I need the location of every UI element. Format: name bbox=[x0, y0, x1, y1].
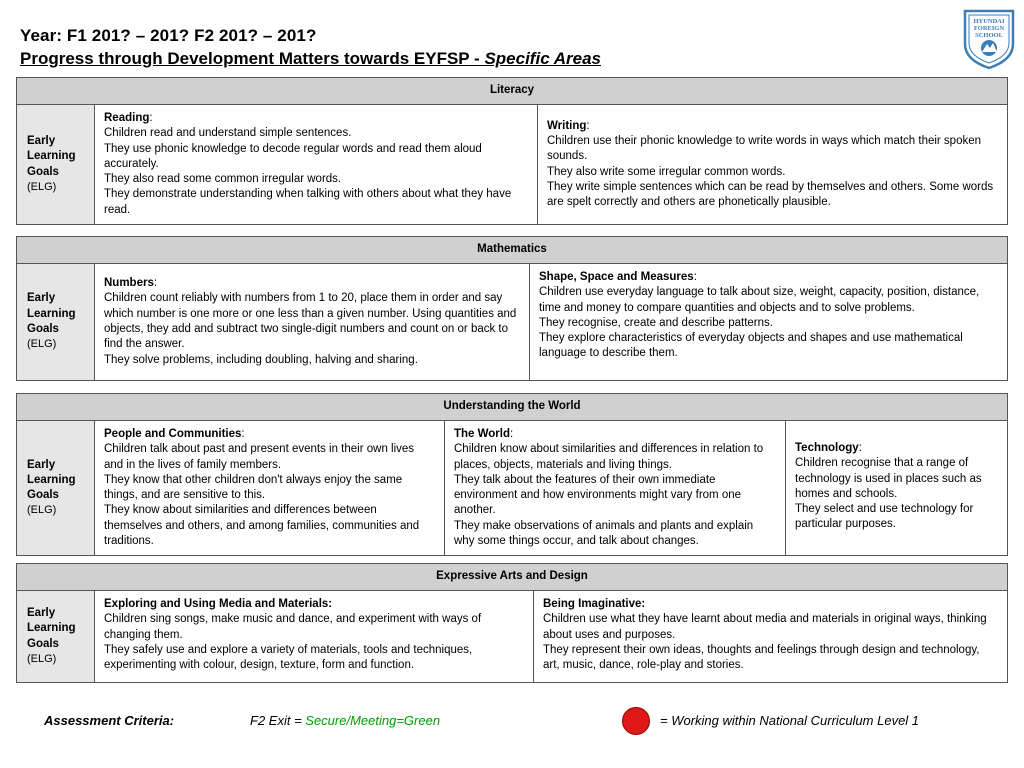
working-within-label: = Working within National Curriculum Level 1 bbox=[660, 713, 920, 728]
school-logo-icon bbox=[962, 8, 1016, 70]
assessment-criteria-label: Assessment Criteria: bbox=[44, 713, 175, 728]
arts-section bbox=[16, 563, 1008, 683]
technology-cell: Technology: Children recognise that a range of technology is used in places such as homes and schools. They select and use technology for particular purposes. bbox=[786, 421, 1008, 556]
logo-text-1: HYUNDAI bbox=[973, 18, 1005, 25]
elg-label: Early Learning Goals (ELG) bbox=[17, 591, 95, 683]
imaginative-title: Being Imaginative: bbox=[543, 598, 646, 610]
people-cell: People and Communities: Children talk about past and present events in their own lives and in the lives of family members. They know that other children don't always enjoy the same things, and are sensitive to this. They know about similarities and differences between themselves and others, and among families, communities and traditions. bbox=[95, 421, 445, 556]
elg-label: Early Learning Goals (ELG) bbox=[17, 421, 95, 556]
media-title: Exploring and Using Media and Materials: bbox=[104, 598, 333, 610]
subtitle-main: Progress through Development Matters towards EYFSP - bbox=[20, 49, 485, 68]
the-world-title: The World: bbox=[454, 428, 514, 440]
numbers-cell: Numbers: Children count reliably with numbers from 1 to 20, place them in order and say which number is one more or one less than a given number. Using quantities and objects, they add and subtract two single-digit numbers and count on or back to find the answer. They solve problems, including doubling, halving and sharing. bbox=[95, 264, 530, 381]
reading-title: Reading: bbox=[104, 112, 153, 124]
mathematics-section bbox=[16, 236, 1008, 381]
section-heading: Understanding the World bbox=[17, 394, 1008, 421]
media-cell: Exploring and Using Media and Materials: Children sing songs, make music and dance, and experiment with ways of changing them. They safely use and explore a variety of materials, tools and techniques, experimenting with colour, design, texture, form and function. bbox=[95, 591, 534, 683]
world-section bbox=[16, 393, 1008, 556]
section-heading: Literacy bbox=[17, 78, 1008, 105]
elg-label: Early Learning Goals (ELG) bbox=[17, 264, 95, 381]
technology-title: Technology: bbox=[795, 442, 862, 454]
elg-label: Early Learning Goals (ELG) bbox=[17, 105, 95, 225]
red-circle-icon bbox=[622, 707, 650, 735]
f2-exit-criteria: F2 Exit = Secure/Meeting=Green bbox=[250, 713, 441, 728]
section-heading: Mathematics bbox=[17, 237, 1008, 264]
page-title: Year: F1 201? – 201? F2 201? – 201? bbox=[20, 26, 317, 45]
logo-text-2: FOREIGN bbox=[973, 25, 1005, 32]
people-title: People and Communities: bbox=[104, 428, 245, 440]
page-subtitle bbox=[20, 49, 601, 69]
writing-cell: Writing: Children use their phonic knowledge to write words in ways which match their spoken sounds. They also write some irregular common words. They write simple sentences which can be read by themselves and others. Some words are spelt correctly and others are phonetically plausible. bbox=[538, 105, 1008, 225]
imaginative-cell: Being Imaginative: Children use what they have learnt about media and materials in original ways, thinking about uses and purposes. They represent their own ideas, thoughts and feelings through design and technology, art, music, dance, role-play and stories. bbox=[534, 591, 1008, 683]
section-heading: Expressive Arts and Design bbox=[17, 564, 1008, 591]
the-world-cell: The World: Children know about similarities and differences in relation to places, objects, materials and living things. They talk about the features of their own immediate environment and how environments might vary from one another. They make observations of animals and plants and explain why some things occur, and talk about changes. bbox=[445, 421, 786, 556]
subtitle-italic: Specific Areas bbox=[484, 49, 601, 68]
literacy-section bbox=[16, 77, 1008, 225]
reading-cell: Reading: Children read and understand simple sentences. They use phonic knowledge to decode regular words and read them aloud accurately. They also read some common irregular words. They demonstrate understanding when talking with others about what they have read. bbox=[95, 105, 538, 225]
writing-title: Writing: bbox=[547, 119, 590, 132]
numbers-title: Numbers: bbox=[104, 277, 158, 290]
shape-title: Shape, Space and Measures: bbox=[539, 271, 697, 283]
logo-text-3: SCHOOL bbox=[975, 32, 1003, 39]
exit-value: Secure/Meeting=Green bbox=[305, 713, 441, 728]
shape-cell: Shape, Space and Measures: Children use everyday language to talk about size, weight, capacity, position, distance, time and money to compare quantities and objects and to solve problems. They recognise, create and describe patterns. They explore characteristics of everyday objects and shapes and use mathematical language to describe them. bbox=[530, 264, 1008, 381]
